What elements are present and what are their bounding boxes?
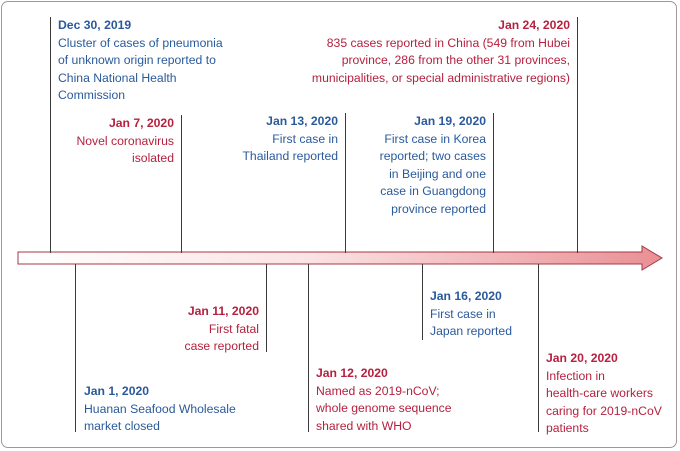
event-text: Infection in <box>546 368 605 383</box>
event-text: caring for 2019-nCoV <box>546 403 662 418</box>
connector-jan12 <box>308 264 309 432</box>
event-jan11 <box>184 303 259 356</box>
event-text: health-care workers <box>546 386 654 400</box>
event-jan20 <box>546 350 662 438</box>
event-date: Jan 24, 2020 <box>498 18 570 32</box>
event-text: Commission <box>58 88 126 102</box>
event-text: China National Health <box>58 70 177 85</box>
connector-jan13 <box>345 113 346 253</box>
event-jan16 <box>430 288 512 341</box>
connector-jan1 <box>75 264 76 432</box>
event-text: Cluster of cases of pneumonia <box>58 35 223 50</box>
connector-jan24 <box>577 17 578 253</box>
event-text: municipalities, or special administrative regions) <box>311 70 570 85</box>
event-date: Jan 13, 2020 <box>266 114 338 128</box>
event-dec30 <box>58 17 223 105</box>
event-text: reported; two cases <box>379 149 486 163</box>
event-text: 835 cases reported in China (549 from Hubei <box>326 35 570 50</box>
event-date: Jan 20, 2020 <box>546 351 618 365</box>
event-text: Named as 2019-nCoV; <box>316 383 440 398</box>
event-text: case in Guangdong <box>380 184 486 198</box>
event-text: First fatal <box>208 321 259 336</box>
event-text: Japan reported <box>430 324 512 338</box>
event-date: Jan 1, 2020 <box>84 384 150 398</box>
event-text: Novel coronavirus <box>76 133 174 148</box>
event-text: market closed <box>84 419 160 433</box>
event-text: province reported <box>391 201 486 216</box>
event-jan19 <box>380 113 486 218</box>
connector-dec30 <box>50 17 51 253</box>
event-text: Thailand reported <box>242 149 338 163</box>
event-jan7 <box>76 115 174 168</box>
event-text: First case in <box>430 306 496 321</box>
event-text: whole genome sequence <box>316 401 452 415</box>
event-date: Dec 30, 2019 <box>58 18 132 32</box>
connector-jan11 <box>266 264 267 352</box>
event-text: isolated <box>131 151 174 165</box>
event-date: Jan 7, 2020 <box>108 116 174 130</box>
event-text: First case in <box>272 131 338 146</box>
connector-jan19 <box>493 113 494 253</box>
event-date: Jan 12, 2020 <box>316 366 388 380</box>
event-jan13 <box>242 113 338 166</box>
event-jan12 <box>316 365 452 435</box>
event-text: of unknown origin reported to <box>58 53 216 67</box>
event-text: shared with WHO <box>316 418 412 433</box>
event-date: Jan 11, 2020 <box>187 304 259 318</box>
event-text: province, 286 from the other 31 provinces, <box>341 53 570 67</box>
connector-jan20 <box>538 264 539 432</box>
event-date: Jan 16, 2020 <box>430 289 502 303</box>
event-text: patients <box>546 421 589 435</box>
connector-jan7 <box>181 115 182 253</box>
event-text: First case in Korea <box>384 131 486 146</box>
connector-jan16 <box>422 264 423 340</box>
event-text: case reported <box>184 339 259 353</box>
event-jan1 <box>84 383 236 436</box>
event-date: Jan 19, 2020 <box>414 114 486 128</box>
event-jan24 <box>312 17 570 87</box>
event-text: in Beijing and one <box>389 166 486 181</box>
event-text: Huanan Seafood Wholesale <box>84 401 236 416</box>
